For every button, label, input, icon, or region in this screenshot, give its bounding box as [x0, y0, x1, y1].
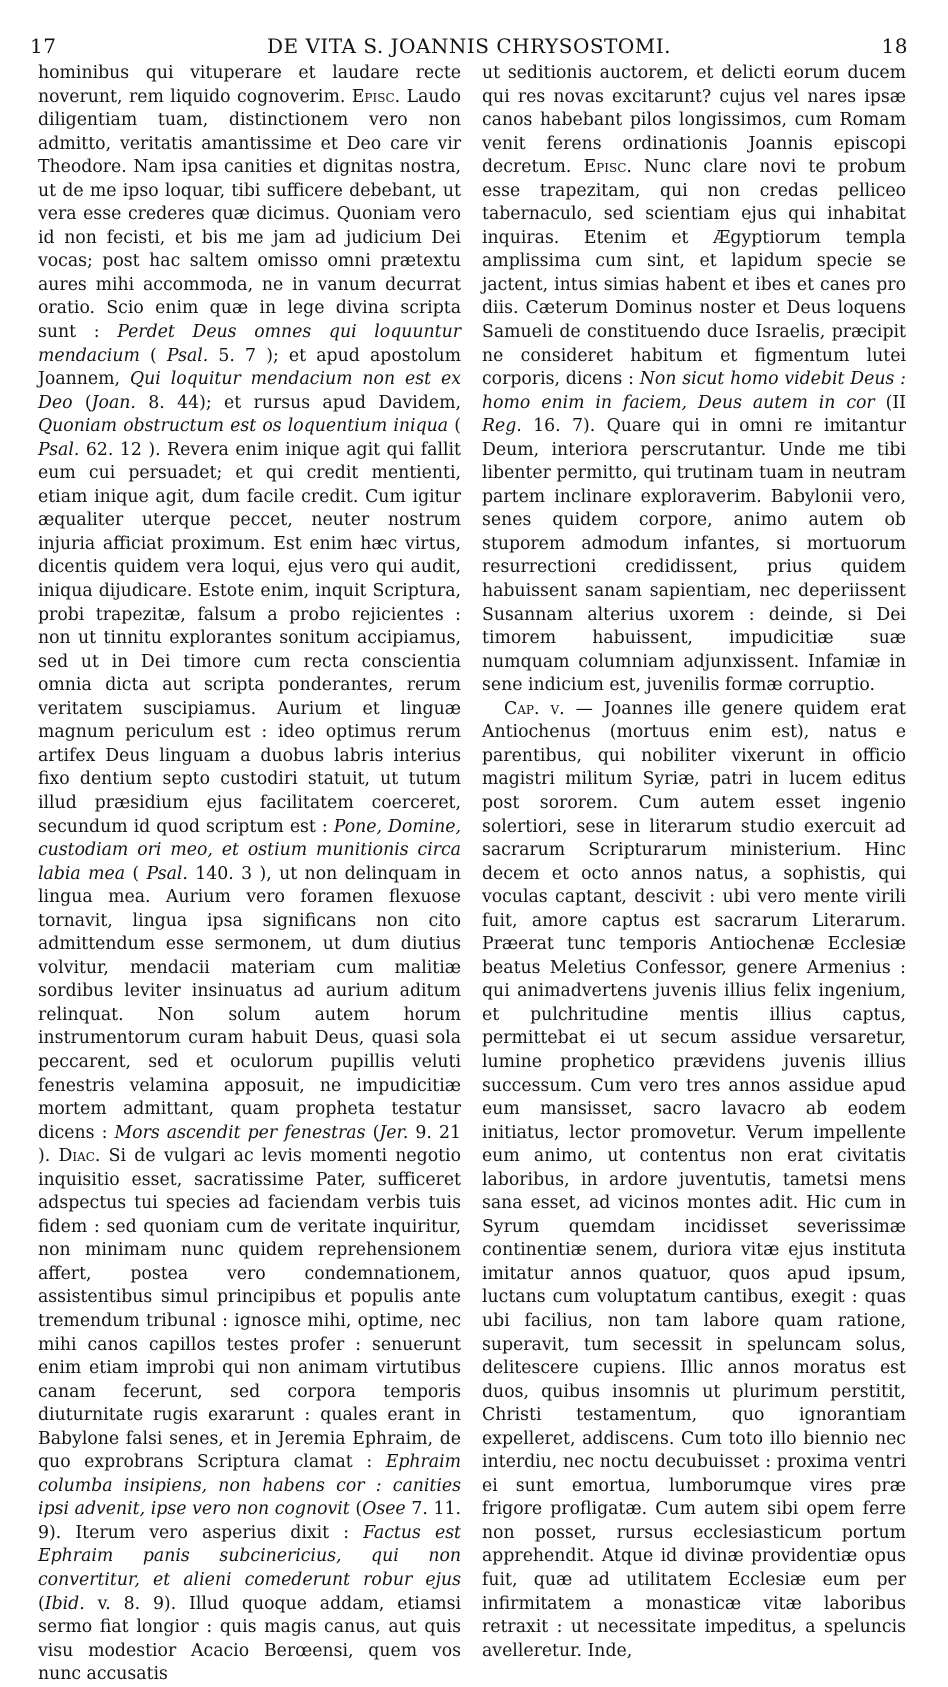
italic-citation: Factus est Ephraim panis subcinericius, qui non convertitur, et alieni comederunt robur ejus — [38, 1522, 462, 1590]
text-run: ( — [139, 345, 167, 366]
text-run: ( — [448, 416, 461, 437]
italic-citation: Psal. — [146, 863, 188, 884]
text-run: 16. 7). Quare qui in omni re imitantur Deum, interiora perscrutantur. Unde me tibi libenter permitto, qui trutinam tuam in neutram partem inclinare exploraverim. Babylonii vero, senes quidem corpore, animo autem ob stuporem admodum infantes, si mortuorum resurrectioni credidissent, prius quidem habuissent sanam sapientiam, nec deperiissent Susannam alterius uxorem : deinde, si Dei timorem habuissent, impudicitiæ suæ numquam columniam adjunxissent. Infamiæ in sene indicium est, juvenilis formæ corruptio. — [482, 416, 906, 696]
text-run: (II — [874, 392, 906, 413]
speaker-label: Episc. — [583, 157, 632, 178]
text-run: 9. 21 ). — [38, 1122, 461, 1167]
italic-citation: Perdet Deus omnes qui loquuntur mendacium — [38, 322, 461, 366]
text-run: ut seditionis auctorem, et delicti eorum ducem qui res novas excitarunt? cujus vel nares ipsæ canos habebant pilos longissimos, cum Romam venit ferens ordinationis Joannis episcopi decretum. — [482, 63, 906, 178]
text-run: 140. 3 ), ut non delinquam in lingua mea. Aurium vero foramen flexuose tornavit, lingua ipsa significans non cito admittendum esse sermonem, ut dum diutius volvitur, mendacii materiam cum malitiæ sordibus leviter insinuatus ad aurium aditum relinquat. Non solum autem horum instrumentorum curam habuit Deus, quasi sola peccarent, sed et oculorum pupillis veluti fenestris velamina apposuit, ne impudicitiæ mortem admittant, quam propheta testatur dicens : — [38, 863, 461, 1143]
italic-citation: Reg. — [482, 416, 522, 437]
italic-citation: Non sicut homo videbit Deus : homo enim in faciem, Deus autem in cor — [482, 369, 906, 413]
text-run: Si de vulgari ac levis momenti negotio inquisitio esset, sacratissime Pater, sufficeret adspectus tui species ad faciendam verbis tuis fidem : sed quoniam cum de veritate inquiritur, non minimam nunc quidem reprehensionem affert, postea vero condemnationem, assistentibus simul principibus et populis ante tremendum tribunal : ignosce mihi, optime, nec mihi canos capillos testes profer : senuerunt enim etiam improbi qui non animam virtutibus canam fecerunt, sed corpora temporis diuturnitate rugis exararunt : quales erant in Babylone falsi senes, et in Jeremia Ephraim, de quo exprobrans Scriptura clamat : — [38, 1146, 461, 1473]
page-number-right: 18 — [881, 34, 908, 58]
speaker-label: Cap. v. — [504, 698, 565, 719]
italic-citation: Osee — [362, 1499, 406, 1520]
speaker-label: Diac. — [58, 1146, 101, 1167]
italic-citation: Ibid. — [44, 1593, 85, 1614]
right-column-paragraph-2 — [482, 698, 906, 1663]
italic-citation: Mors ascendit per fenestras — [114, 1122, 366, 1143]
running-title: DE VITA S. JOANNIS CHRYSOSTOMI. — [266, 34, 672, 58]
text-run: ( — [38, 1593, 45, 1614]
text-run: 8. 44); et rursus apud Davidem, — [135, 392, 461, 413]
text-run: hominibus qui vituperare et laudare recte noverunt, rem liquido cognoverim. — [38, 63, 461, 107]
italic-citation: Qui loquitur mendacium non est ex Deo — [38, 369, 461, 413]
text-run: ( — [72, 392, 92, 413]
left-column-text — [38, 62, 461, 1687]
text-run: — Joannes ille genere quidem erat Antiochenus (mortuus enim est), natus e parentibus, qui nobiliter vixerunt in officio magistri militum Syriæ, patri in lucem editus post sororem. Cum autem esset ingenio solertiori, sese in literarum studio exercuit ad sacrarum Scripturarum ministerium. Hinc decem et octo annos natus, a sophistis, qui voculas captant, descivit : ubi vero mente virili fuit, amore captus est sacrarum Literarum. Præerat tunc temporis Antiochenæ Ecclesiæ beatus Meletius Confessor, genere Armenius : qui animadvertens juvenis illius felix ingenium, et pulchritudine mentis illius captus, permittebat ei ut secum assidue versaretur, lumine prophetico prævidens juvenis illius successum. Cum vero tres annos assidue apud eum mansisset, sacro lavacro ab eodem initiatus, lector promovetur. Verum impellente eum animo, ut contentus non erat civitatis laboribus, in ardore juventutis, tametsi mens sana esset, ad vicinos montes adit. Hic cum in Syrum quemdam incidisset severissimæ continentiæ senem, duriora vitæ ejus instituta imitatur annos quatuor, quos apud ipsum, luctans cum voluptatum cantibus, exegit : quas ubi facilius, non tam labore quam ratione, superavit, tum secessit in speluncam solus, delitescere cupiens. Illic annos moratus est duos, quibus insomnis ut plurimum perstitit, Christi testamentum, quo ignorantiam expelleret, addiscens. Cum toto illo biennio nec interdiu, nec noctu decubuisset : proxima ventri ei sunt emortua, lumborumque vires præ frigore profligatæ. Cum autem sibi opem ferre non posset, rursus ecclesiasticum portum apprehendit. Atque id divinæ providentiæ opus fuit, quæ ad utilitatem Ecclesiæ eum per infirmitatem a monasticæ vitæ laboribus retraxit : ut necessitate impeditus, a speluncis avelleretur. Inde, — [482, 698, 906, 1661]
text-run: v. 8. 9). Illud quoque addam, etiamsi sermo fiat longior : quis magis canus, aut quis visu modestior Acacio Berœensi, quem vos nunc accusatis — [38, 1593, 461, 1685]
italic-citation: Pone, Domine, custodiam ori meo, et ostium munitionis circa labia mea — [38, 816, 461, 884]
left-column — [38, 62, 462, 1685]
text-run: 7. 11. 9). Iterum vero asperius dixit : — [38, 1499, 461, 1543]
text-run: Nunc clare novi te probum esse trapezitam, qui non credas pelliceo tabernaculo, sed scientiam ejus qui inhabitat inquiras. Etenim et Ægyptiorum templa amplissima cum sint, et lapidum specie se jactent, intus simias habent et ibes et canes pro diis. Cæterum Dominus noster et Deus loquens Samueli de constituendo duce Israelis, præcipit ne consideret habitum et figmentum lutei corporis, dicens : — [482, 157, 906, 390]
italic-citation: Quoniam obstructum est os loquentium iniqua — [38, 416, 449, 437]
running-header — [30, 30, 908, 60]
italic-citation: Psal. — [166, 345, 209, 366]
italic-citation: Psal. — [38, 439, 80, 460]
text-run: ( — [125, 863, 147, 884]
speaker-label: Episc. — [351, 86, 401, 107]
italic-citation: Ephraim columba insipiens, non habens cor : canities ipsi advenit, ipse vero non cognovit — [38, 1452, 461, 1520]
right-column — [482, 62, 906, 1661]
italic-citation: Jer. — [379, 1122, 409, 1143]
right-column-paragraph-1 — [482, 62, 906, 698]
text-run: 5. 7 ); et apud apostolum Joannem, — [38, 345, 461, 390]
italic-citation: Joan. — [91, 392, 136, 413]
text-run: 62. 12 ). Revera enim inique agit qui fallit eum cui persuadet; et qui credit mentienti, etiam inique agit, dum facile credit. Cum igitur æqualiter uterque peccet, neuter nostrum injuria afficiat proximum. Est enim hæc virtus, dicentis quidem vera loqui, ejus vero qui audit, iniqua dijudicare. Estote enim, inquit Scriptura, probi trapezitæ, falsum a probo rejicientes : non ut tinnitu explorantes sonitum accipiamus, sed ut in Dei timore cum recta conscientia omnia dicta aut scripta ponderantes, rerum veritatem suscipiamus. Aurium et linguæ magnum periculum est : ideo optimus rerum artifex Deus linguam a duobus labris interius fixo dentium septo custodiri statuit, ut tutum illud præsidium ejus facilitatem coerceret, secundum id quod scriptum est : — [38, 439, 461, 837]
text-run: ( — [365, 1122, 380, 1143]
text-run: ( — [349, 1499, 363, 1520]
text-run: Laudo diligentiam tuam, distinctionem vero non admitto, veritatis amantissime et Deo care vir Theodore. Nam ipsa canities et dignitas nostra, ut de me ipso loquar, tibi sufficere debebant, ut vera esse crederes quæ dicimus. Quoniam vero id non fecisti, et bis me jam ad judicium Dei vocas; post hac saltem omisso omni prætextu aures mihi accommoda, ne in vanum decurrat oratio. Scio enim quæ in lege divina scripta sunt : — [38, 86, 461, 343]
page-number-left: 17 — [30, 34, 57, 58]
